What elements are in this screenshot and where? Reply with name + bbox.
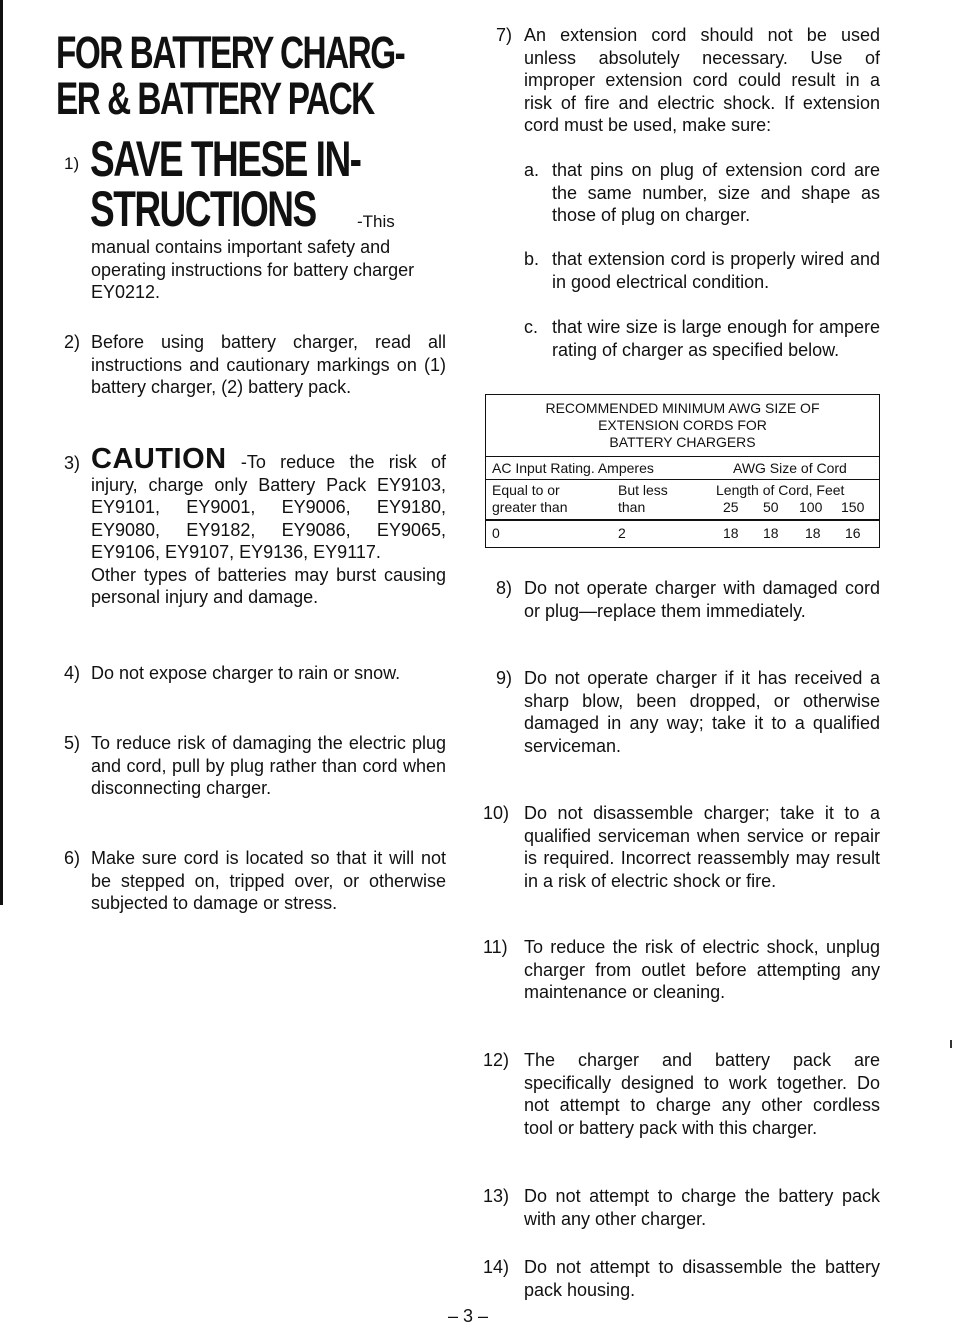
save-instructions-heading (90, 131, 361, 237)
item-7-text: An extension cord should not be used unless absolutely necessary. Use of improper extension cord could result in a risk of fire and electric shock. If extension cord must be used, make sure: (524, 25, 880, 135)
item-5-text: To reduce risk of damaging the electric plug and cord, pull by plug rather than cord when disconnecting charger. (91, 733, 446, 798)
item-4-text: Do not expose charger to rain or snow. (91, 663, 401, 683)
awg-header-row (486, 456, 879, 479)
title-line-2: ER & BATTERY PACK (56, 73, 374, 124)
item-8-number: 8) (496, 578, 513, 598)
awg-equal-to-line-1: Equal to or (492, 482, 560, 498)
awg-size-table (485, 394, 880, 548)
item-9-number: 9) (496, 668, 513, 688)
awg-length-header: Length of Cord, Feet (716, 482, 845, 498)
awg-title-line-3: BATTERY CHARGERS (609, 434, 756, 450)
item-11-number: 11) (483, 937, 508, 957)
item-3 (64, 443, 446, 609)
item-11-text: To reduce the risk of electric shock, unplug charger from outlet before attempting any maintenance or cleaning. (524, 937, 880, 1002)
awg-but-less-line-1: But less (618, 482, 668, 498)
item-12 (483, 1049, 880, 1139)
awg-size-50: 18 (763, 525, 779, 541)
sub-item-a (524, 159, 880, 227)
caution-text: -To reduce the risk of injury, charge only Battery Pack EY9103, EY9101, EY9001, EY9006, EY9180, EY9080, EY9182, EY9086, EY9065, EY9106, EY9107, EY9136, EY9117. (91, 452, 446, 562)
item-9-text: Do not operate charger if it has received a sharp blow, been dropped, or otherwise damaged in any way; take it to a qualified serviceman. (524, 668, 880, 756)
sub-item-c-letter: c. (524, 317, 539, 337)
item-9 (496, 667, 880, 757)
save-lead-text: -This (357, 212, 395, 231)
item-10 (483, 802, 880, 892)
item-14 (483, 1256, 880, 1301)
awg-but-less-line-2: than (618, 499, 646, 515)
page-title (56, 27, 405, 124)
page-number: – 3 – (448, 1306, 489, 1326)
item-10-text: Do not disassemble charger; take it to a qualified serviceman when service or repair is required. Incorrect reassembly may result in a risk of electric shock or fire. (524, 803, 880, 891)
save-heading-line-2: STRUCTIONS (90, 181, 316, 237)
awg-col-ac-input: AC Input Rating. Amperes (492, 460, 654, 476)
awg-row-max: 2 (618, 525, 626, 541)
item-14-number: 14) (483, 1257, 510, 1277)
caution-heading: CAUTION (91, 443, 227, 475)
item-2-number: 2) (64, 332, 81, 352)
awg-title-line-1: RECOMMENDED MINIMUM AWG SIZE OF (545, 400, 820, 416)
awg-length-150: 150 (841, 499, 865, 515)
item-12-number: 12) (483, 1050, 510, 1070)
awg-subheader-row (486, 479, 879, 520)
item-7 (496, 24, 880, 137)
item-8 (496, 577, 880, 622)
sub-item-c-text: that wire size is large enough for ampere rating of charger as specified below. (552, 317, 880, 360)
sub-item-b (524, 248, 880, 293)
item-12-text: The charger and battery pack are specifically designed to work together. Do not attempt to charge any other cordless tool or battery pack with this charger. (524, 1050, 880, 1138)
sub-item-a-text: that pins on plug of extension cord are the same number, size and shape as those of plug on charger. (552, 160, 880, 225)
item-2-text: Before using battery charger, read all instructions and cautionary markings on (1) battery charger, (2) battery pack. (91, 332, 446, 397)
item-6 (64, 847, 446, 915)
item-6-number: 6) (64, 848, 81, 868)
item-5 (64, 732, 446, 800)
awg-row-min: 0 (492, 525, 500, 541)
awg-size-25: 18 (723, 525, 739, 541)
item-4-number: 4) (64, 663, 81, 683)
item-2 (64, 331, 446, 399)
item-8-text: Do not operate charger with damaged cord or plug—replace them immediately. (524, 578, 880, 621)
item-7-number: 7) (496, 25, 513, 45)
item-3-text-2: Other types of batteries may burst causing personal injury and damage. (91, 564, 446, 607)
item-13-text: Do not attempt to charge the battery pack with any other charger. (524, 1186, 880, 1229)
awg-data-row (486, 520, 879, 547)
sub-item-c (524, 316, 880, 361)
title-line-1: FOR BATTERY CHARG- (56, 27, 405, 78)
item-14-text: Do not attempt to disassemble the battery pack housing. (524, 1257, 880, 1300)
awg-size-150: 16 (845, 525, 861, 541)
awg-length-50: 50 (763, 499, 779, 515)
awg-length-25: 25 (723, 499, 739, 515)
item-1-number: 1) (64, 154, 80, 173)
awg-col-awg-size: AWG Size of Cord (733, 460, 847, 476)
item-5-number: 5) (64, 733, 81, 753)
item-3-text (91, 443, 446, 564)
awg-equal-to-line-2: greater than (492, 499, 568, 515)
save-body-text: manual contains important safety and operating instructions for battery charger EY0212. (91, 237, 415, 302)
awg-length-100: 100 (799, 499, 823, 515)
item-10-number: 10) (483, 803, 510, 823)
page-edge-bar (0, 0, 3, 905)
item-13 (483, 1185, 880, 1230)
awg-title-line-2: EXTENSION CORDS FOR (598, 417, 767, 433)
awg-table-title (486, 400, 879, 451)
item-6-text: Make sure cord is located so that it will not be stepped on, tripped over, or otherwise subjected to damage or stress. (91, 848, 446, 913)
item-13-number: 13) (483, 1186, 510, 1206)
sub-item-b-text: that extension cord is properly wired and in good electrical condition. (552, 249, 880, 292)
sub-item-b-letter: b. (524, 249, 540, 269)
scan-speck (950, 1040, 952, 1048)
item-3-number: 3) (64, 453, 81, 473)
save-heading-line-1: SAVE THESE IN- (90, 131, 361, 187)
awg-size-100: 18 (805, 525, 821, 541)
sub-item-a-letter: a. (524, 160, 540, 180)
item-11 (483, 936, 880, 1004)
item-4 (64, 662, 446, 685)
